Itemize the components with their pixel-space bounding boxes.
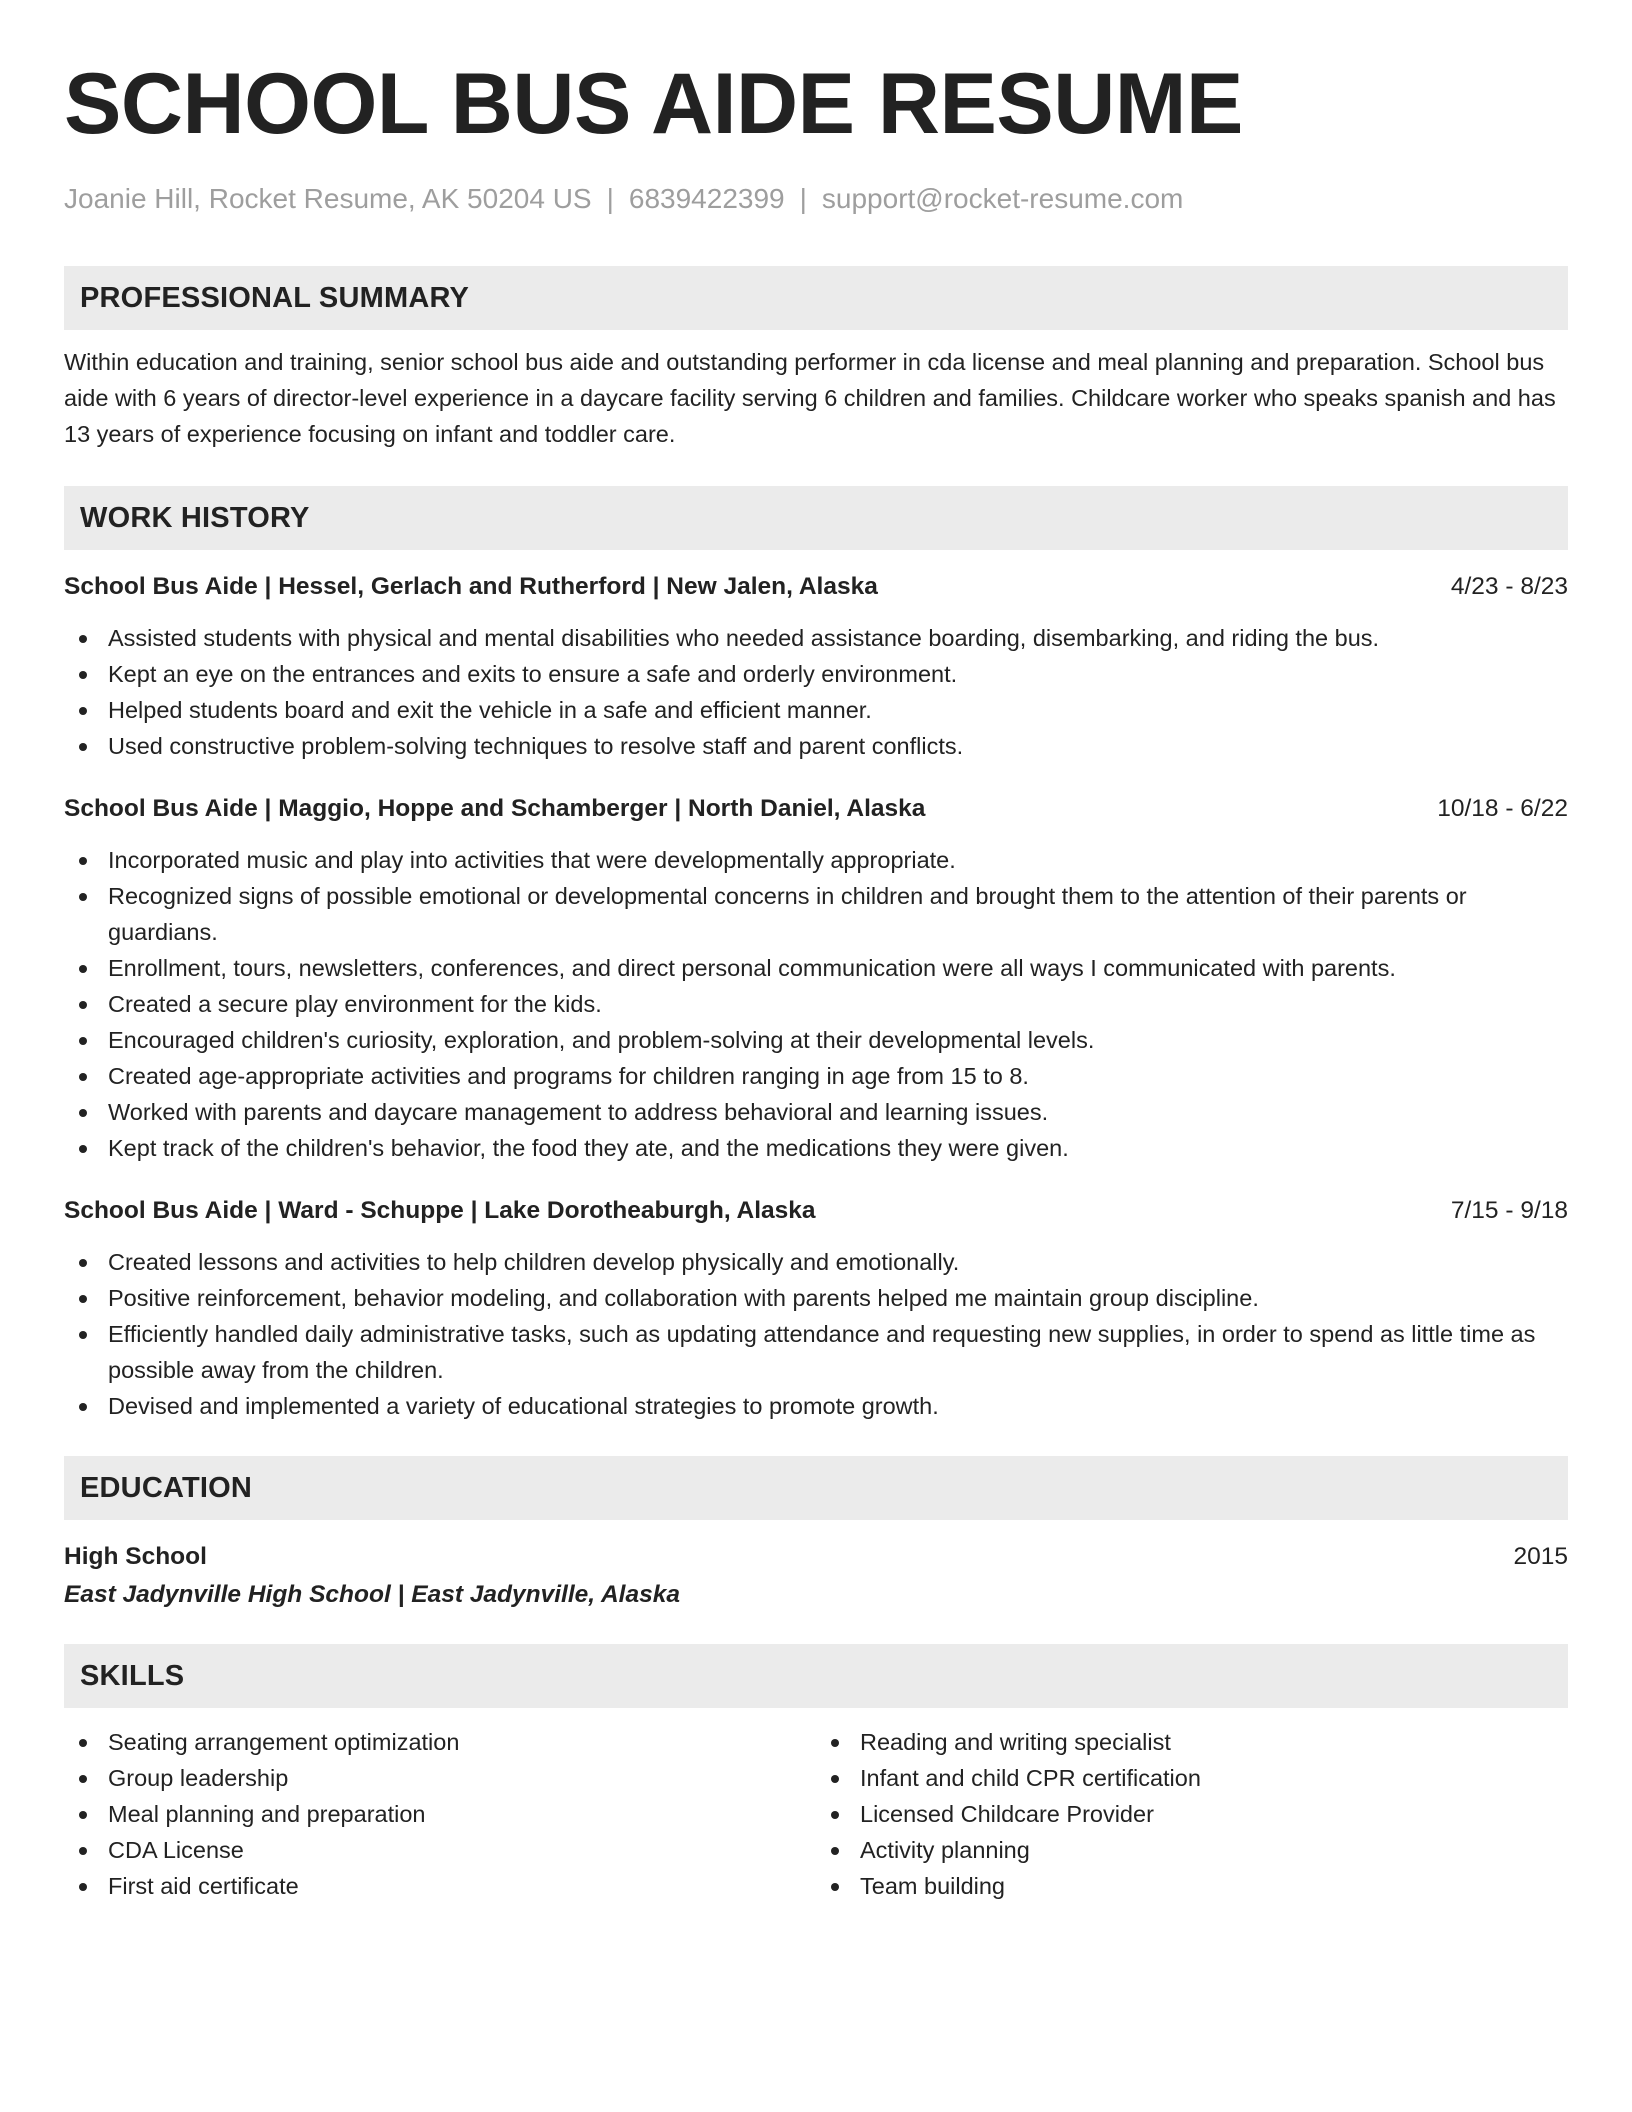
- list-item: [816, 1832, 1568, 1868]
- list-item: [64, 950, 1568, 986]
- bullet-icon: [79, 743, 87, 751]
- list-item: [64, 1760, 816, 1796]
- skill-text: First aid certificate: [108, 1873, 299, 1899]
- bullet-icon: [79, 1739, 87, 1747]
- bullet-icon: [79, 1295, 87, 1303]
- list-item: [64, 1796, 816, 1832]
- list-item-text: Encouraged children's curiosity, exploration, and problem-solving at their developmental levels.: [108, 1027, 1095, 1053]
- bullet-icon: [79, 635, 87, 643]
- list-item-text: Worked with parents and daycare management to address behavioral and learning issues.: [108, 1099, 1049, 1125]
- list-item-text: Created a secure play environment for the kids.: [108, 991, 602, 1017]
- job-bullet-list: [64, 620, 1568, 764]
- skill-text: Infant and child CPR certification: [860, 1765, 1201, 1791]
- contact-separator: |: [799, 183, 807, 214]
- bullet-icon: [79, 1109, 87, 1117]
- list-item: [64, 986, 1568, 1022]
- list-item: [64, 1244, 1568, 1280]
- contact-separator: |: [606, 183, 614, 214]
- skill-text: Seating arrangement optimization: [108, 1729, 460, 1755]
- list-item: [816, 1868, 1568, 1904]
- education-degree: High School: [64, 1543, 207, 1570]
- skill-text: Licensed Childcare Provider: [860, 1801, 1154, 1827]
- bullet-icon: [79, 1331, 87, 1339]
- skills-list-right: [816, 1724, 1568, 1904]
- bullet-icon: [79, 707, 87, 715]
- list-item: [64, 1388, 1568, 1424]
- job-entry-header: [64, 1194, 1568, 1228]
- contact-line: [64, 182, 1568, 216]
- list-item-text: Created age-appropriate activities and programs for children ranging in age from 15 to 8.: [108, 1063, 1029, 1089]
- bullet-icon: [79, 1259, 87, 1267]
- list-item-text: Efficiently handled daily administrative tasks, such as updating attendance and requesting new supplies, in order to spend as little time as possible away from the children.: [108, 1321, 1536, 1383]
- skills-grid: [64, 1724, 1568, 1904]
- job-bullet-list: [64, 842, 1568, 1166]
- job-title: School Bus Aide | Maggio, Hoppe and Schamberger | North Daniel, Alaska: [64, 795, 926, 822]
- list-item-text: Used constructive problem-solving techniques to resolve staff and parent conflicts.: [108, 733, 964, 759]
- list-item: [64, 1868, 816, 1904]
- job-dates: 10/18 - 6/22: [1437, 795, 1568, 822]
- job-entry-header: [64, 792, 1568, 826]
- bullet-icon: [831, 1883, 839, 1891]
- job-dates: 7/15 - 9/18: [1450, 1197, 1568, 1224]
- list-item-text: Devised and implemented a variety of educational strategies to promote growth.: [108, 1393, 939, 1419]
- contact-phone: 6839422399: [628, 183, 785, 214]
- bullet-icon: [79, 893, 87, 901]
- list-item-text: Helped students board and exit the vehicle in a safe and efficient manner.: [108, 697, 872, 723]
- bullet-icon: [79, 1073, 87, 1081]
- skill-text: Activity planning: [860, 1837, 1030, 1863]
- job-dates: 4/23 - 8/23: [1450, 573, 1568, 600]
- skills-list-left: [64, 1724, 816, 1904]
- list-item: [64, 878, 1568, 950]
- bullet-icon: [831, 1847, 839, 1855]
- job-bullet-list: [64, 1244, 1568, 1424]
- bullet-icon: [79, 1883, 87, 1891]
- list-item: [64, 1058, 1568, 1094]
- list-item: [64, 620, 1568, 656]
- skill-text: Group leadership: [108, 1765, 289, 1791]
- list-item-text: Assisted students with physical and mental disabilities who needed assistance boarding, disembarking, and riding the bus.: [108, 625, 1380, 651]
- contact-address: Joanie Hill, Rocket Resume, AK 50204 US: [64, 183, 592, 214]
- skill-text: Reading and writing specialist: [860, 1729, 1171, 1755]
- list-item: [64, 1724, 816, 1760]
- job-title: School Bus Aide | Ward - Schuppe | Lake Dorotheaburgh, Alaska: [64, 1197, 816, 1224]
- bullet-icon: [831, 1775, 839, 1783]
- job-title: School Bus Aide | Hessel, Gerlach and Rutherford | New Jalen, Alaska: [64, 573, 878, 600]
- bullet-icon: [831, 1811, 839, 1819]
- list-item: [64, 1130, 1568, 1166]
- skill-text: Meal planning and preparation: [108, 1801, 426, 1827]
- list-item: [64, 728, 1568, 764]
- list-item: [64, 1094, 1568, 1130]
- list-item: [64, 1832, 816, 1868]
- list-item: [64, 1280, 1568, 1316]
- summary-heading: PROFESSIONAL SUMMARY: [64, 266, 1568, 330]
- list-item-text: Enrollment, tours, newsletters, conferences, and direct personal communication were all ways I communicated with parents.: [108, 955, 1396, 981]
- bullet-icon: [79, 857, 87, 865]
- work-history-heading: WORK HISTORY: [64, 486, 1568, 550]
- skill-text: Team building: [860, 1873, 1006, 1899]
- education-school: East Jadynville High School | East Jadynville, Alaska: [64, 1581, 680, 1608]
- bullet-icon: [79, 1403, 87, 1411]
- list-item: [64, 842, 1568, 878]
- skill-text: CDA License: [108, 1837, 244, 1863]
- list-item-text: Positive reinforcement, behavior modeling, and collaboration with parents helped me maintain group discipline.: [108, 1285, 1259, 1311]
- bullet-icon: [79, 1145, 87, 1153]
- list-item: [816, 1724, 1568, 1760]
- job-entry-header: [64, 570, 1568, 604]
- list-item: [64, 1316, 1568, 1388]
- list-item: [64, 656, 1568, 692]
- education-heading: EDUCATION: [64, 1456, 1568, 1520]
- bullet-icon: [79, 1775, 87, 1783]
- bullet-icon: [79, 1001, 87, 1009]
- bullet-icon: [831, 1739, 839, 1747]
- bullet-icon: [79, 1811, 87, 1819]
- education-year: 2015: [1513, 1543, 1568, 1570]
- list-item-text: Kept track of the children's behavior, the food they ate, and the medications they were given.: [108, 1135, 1069, 1161]
- bullet-icon: [79, 1037, 87, 1045]
- list-item-text: Recognized signs of possible emotional or developmental concerns in children and brought them to the attention of their parents or guardians.: [108, 883, 1467, 945]
- list-item-text: Created lessons and activities to help children develop physically and emotionally.: [108, 1249, 960, 1275]
- contact-email: support@rocket-resume.com: [821, 183, 1184, 214]
- education-entry-header: [64, 1540, 1568, 1574]
- list-item: [64, 692, 1568, 728]
- list-item: [64, 1022, 1568, 1058]
- list-item-text: Incorporated music and play into activities that were developmentally appropriate.: [108, 847, 956, 873]
- bullet-icon: [79, 965, 87, 973]
- bullet-icon: [79, 1847, 87, 1855]
- skills-heading: SKILLS: [64, 1644, 1568, 1708]
- list-item: [816, 1760, 1568, 1796]
- summary-text: Within education and training, senior school bus aide and outstanding performer in cda license and meal planning and preparation. School bus aide with 6 years of director-level experience in a daycare facility serving 6 children and families. Childcare worker who speaks spanish and has 13 years of experience focusing on infant and toddler care.: [64, 349, 1556, 447]
- resume-title: SCHOOL BUS AIDE RESUME: [64, 56, 1243, 152]
- list-item-text: Kept an eye on the entrances and exits to ensure a safe and orderly environment.: [108, 661, 958, 687]
- list-item: [816, 1796, 1568, 1832]
- bullet-icon: [79, 671, 87, 679]
